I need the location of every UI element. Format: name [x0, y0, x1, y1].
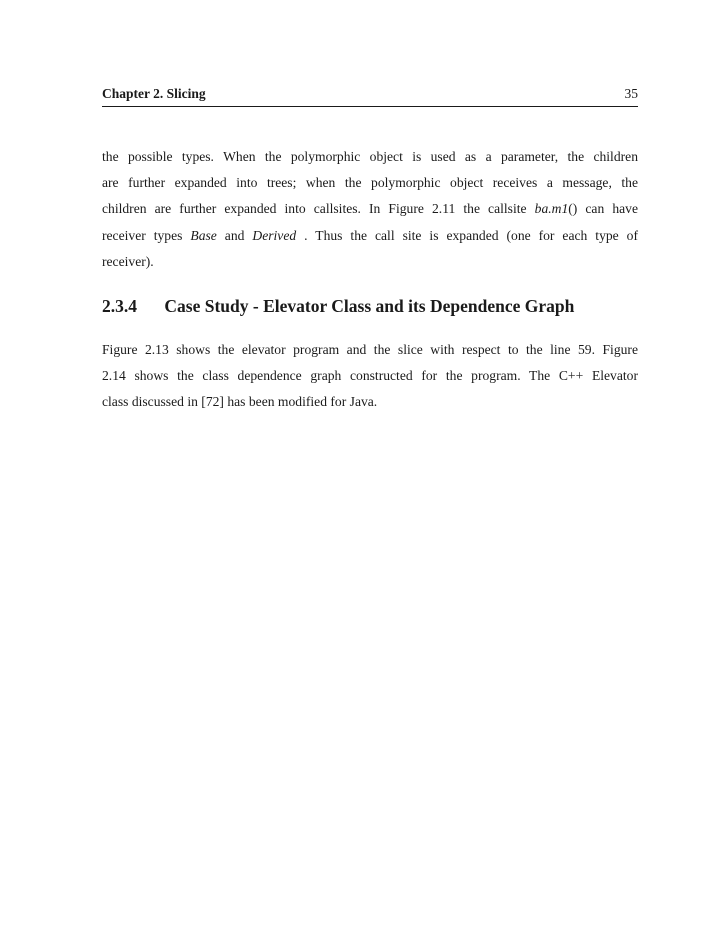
math-term: Base [190, 227, 217, 243]
paragraph-line: receiver types Base and Derived . Thus the call site is expanded (one for each type of [102, 227, 638, 243]
section-title: Case Study - Elevator Class and its Dependence Graph [164, 296, 575, 316]
math-term: ba.m1 [534, 201, 569, 217]
paragraph-line: children are further expanded into callsites. In Figure 2.11 the callsite ba.m1() can have [102, 201, 638, 217]
paragraph-line: class discussed in [72] has been modified for Java. [102, 394, 378, 410]
page-number: 35 [624, 86, 638, 101]
section-heading [102, 296, 638, 317]
section-number: 2.3.4 [102, 296, 137, 316]
paragraph-line: the possible types. When the polymorphic object is used as a parameter, the children [102, 149, 638, 164]
math-term: Derived [252, 227, 297, 243]
paragraph-line: Figure 2.13 shows the elevator program and the slice with respect to the line 59. Figure [102, 342, 638, 357]
running-head [102, 86, 638, 107]
paragraph-polymorphic-expansion [102, 144, 638, 275]
paragraph-line: receiver). [102, 253, 154, 269]
paragraph-line: 2.14 shows the class dependence graph constructed for the program. The C++ Elevator [102, 368, 638, 384]
paragraph-elevator-case-study [102, 337, 638, 416]
chapter-title: Chapter 2. Slicing [102, 86, 206, 101]
paragraph-line: are further expanded into trees; when the polymorphic object receives a message, the [102, 175, 638, 191]
